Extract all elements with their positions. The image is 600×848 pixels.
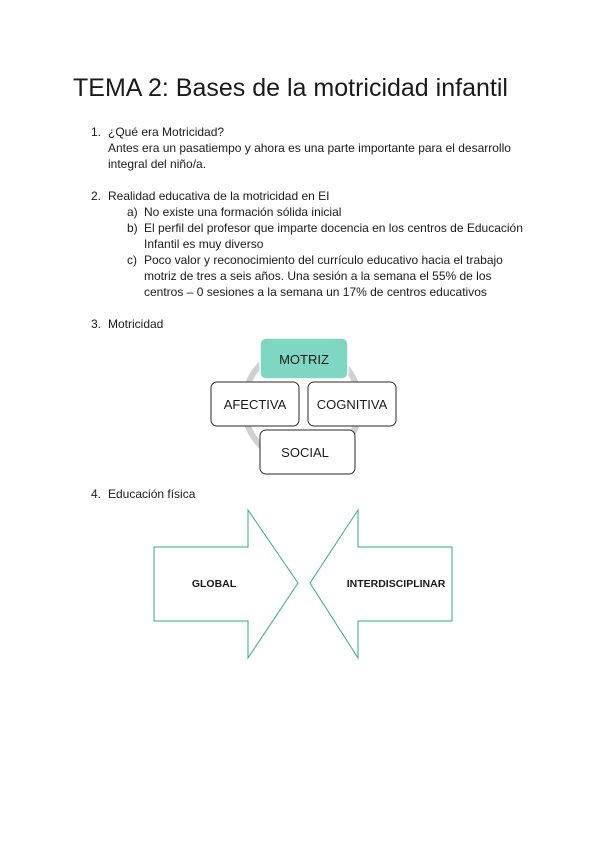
node-label: AFECTIVA [223,397,287,412]
sub-item-letter: b) [127,221,138,235]
item-number: 1. [91,125,102,139]
item-number: 2. [91,189,102,203]
item-text: Antes era un pasatiempo y ahora es una parte importante para el desarrollo integral del niño/a. [108,141,511,171]
item-number: 4. [91,487,102,501]
cycle-node-afectiva [211,382,299,426]
cycle-node-social [260,430,355,474]
item-number: 3. [91,317,102,331]
sub-item-text: El perfil del profesor que imparte docencia en los centros de Educación Infantil es muy diverso [144,221,523,251]
node-label: MOTRIZ [279,352,329,367]
right-arrow [310,510,452,658]
cycle-diagram [205,330,400,478]
arrow-label-interdisciplinar: INTERDISCIPLINAR [346,578,446,590]
item-heading: ¿Qué era Motricidad? [108,125,225,139]
sub-item-letter: a) [127,205,138,219]
item-heading: Educación física [108,487,196,501]
list-item-4 [91,486,541,502]
sub-item-text: Poco valor y reconocimiento del currículo educativo hacia el trabajo motriz de tres a seis años. Una sesión a la semana el 55% de los centros – 0 sesiones a la semana un 17% de centros educativos [144,253,503,299]
node-label: COGNITIVA [316,397,388,412]
sub-item-text: No existe una formación sólida inicial [144,205,342,219]
sub-item-letter: c) [127,253,137,267]
arrow-label-global: GLOBAL [191,578,237,590]
sub-item-b [127,220,541,252]
left-arrow [154,510,298,658]
cycle-node-cognitiva [308,382,396,426]
node-label: SOCIAL [281,445,329,460]
item-heading: Realidad educativa de la motricidad en EI [108,189,330,203]
sub-item-a [127,204,541,220]
sub-item-c [127,252,541,300]
list-item-1 [91,124,541,172]
page-title: TEMA 2: Bases de la motricidad infantil [73,74,508,102]
arrows-diagram [150,508,456,666]
cycle-node-motriz [260,338,348,379]
list-item-2 [91,188,541,300]
item-heading: Motricidad [108,317,164,331]
